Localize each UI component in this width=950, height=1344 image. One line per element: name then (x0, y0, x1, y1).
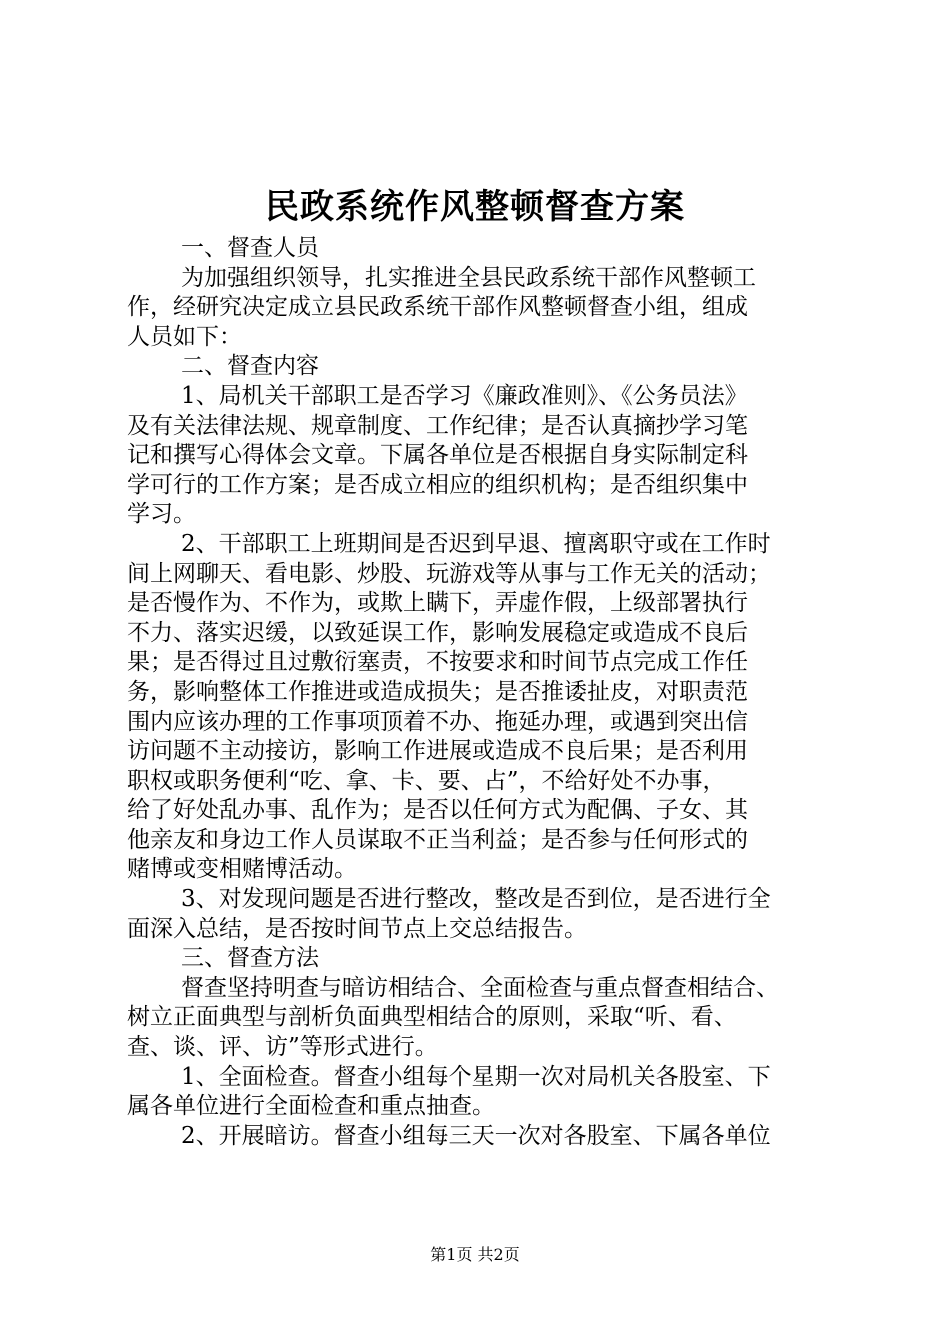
body-line: 是否慢作为、不作为，或欺上瞒下，弄虚作假，上级部署执行 (127, 590, 748, 617)
body-line: 二、督查内容 (181, 353, 319, 380)
body-line: 学习。 (127, 501, 196, 528)
body-line: 3、对发现问题是否进行整改，整改是否到位，是否进行全 (181, 886, 771, 913)
body-line: 1、局机关干部职工是否学习《廉政准则》、《公务员法》 (181, 382, 748, 409)
body-line: 树立正面典型与剖析负面典型相结合的原则，采取“听、看、 (127, 1004, 737, 1031)
body-line: 不力、落实迟缓，以致延误工作，影响发展稳定或造成不良后 (127, 619, 748, 646)
body-line: 学可行的工作方案；是否成立相应的组织机构；是否组织集中 (127, 471, 748, 498)
body-line: 2、干部职工上班期间是否迟到早退、擅离职守或在工作时 (181, 530, 771, 557)
body-line: 果；是否得过且过敷衍塞责，不按要求和时间节点完成工作任 (127, 649, 748, 676)
body-line: 围内应该办理的工作事项顶着不办、拖延办理，或遇到突出信 (127, 708, 748, 735)
body-line: 1、全面检查。督查小组每个星期一次对局机关各股室、下 (181, 1063, 771, 1090)
document-body (127, 234, 833, 1151)
body-line: 三、督查方法 (181, 945, 319, 972)
body-line: 赌博或变相赌博活动。 (127, 856, 357, 883)
body-line: 记和撰写心得体会文章。下属各单位是否根据自身实际制定科 (127, 442, 748, 469)
body-line: 及有关法律法规、规章制度、工作纪律；是否认真摘抄学习笔 (127, 412, 748, 439)
body-line: 作，经研究决定成立县民政系统干部作风整顿督查小组，组成 (127, 294, 748, 321)
body-line: 为加强组织领导，扎实推进全县民政系统干部作风整顿工 (181, 264, 756, 291)
body-line: 他亲友和身边工作人员谋取不正当利益；是否参与任何形式的 (127, 826, 748, 853)
body-line: 给了好处乱办事、乱作为；是否以任何方式为配偶、子女、其 (127, 797, 748, 824)
page-footer: 第1页 共2页 (430, 1245, 520, 1264)
body-line: 2、开展暗访。督查小组每三天一次对各股室、下属各单位 (181, 1122, 771, 1149)
body-line: 一、督查人员 (181, 235, 319, 261)
document-title: 民政系统作风整顿督查方案 (265, 187, 685, 227)
body-line: 人员如下： (127, 323, 242, 350)
body-line: 督查坚持明查与暗访相结合、全面检查与重点督查相结合、 (181, 974, 779, 1001)
body-line: 访问题不主动接访，影响工作进展或造成不良后果；是否利用 (127, 738, 748, 765)
body-line: 面深入总结，是否按时间节点上交总结报告。 (127, 915, 587, 942)
body-line: 属各单位进行全面检查和重点抽查。 (127, 1093, 495, 1120)
body-line: 务，影响整体工作推进或造成损失；是否推诿扯皮，对职责范 (127, 678, 748, 705)
body-line: 间上网聊天、看电影、炒股、玩游戏等从事与工作无关的活动； (127, 560, 771, 587)
body-line: 查、谈、评、访”等形式进行。 (127, 1034, 438, 1061)
body-line: 职权或职务便利“吃、拿、卡、要、占”，不给好处不办事， (127, 767, 726, 794)
